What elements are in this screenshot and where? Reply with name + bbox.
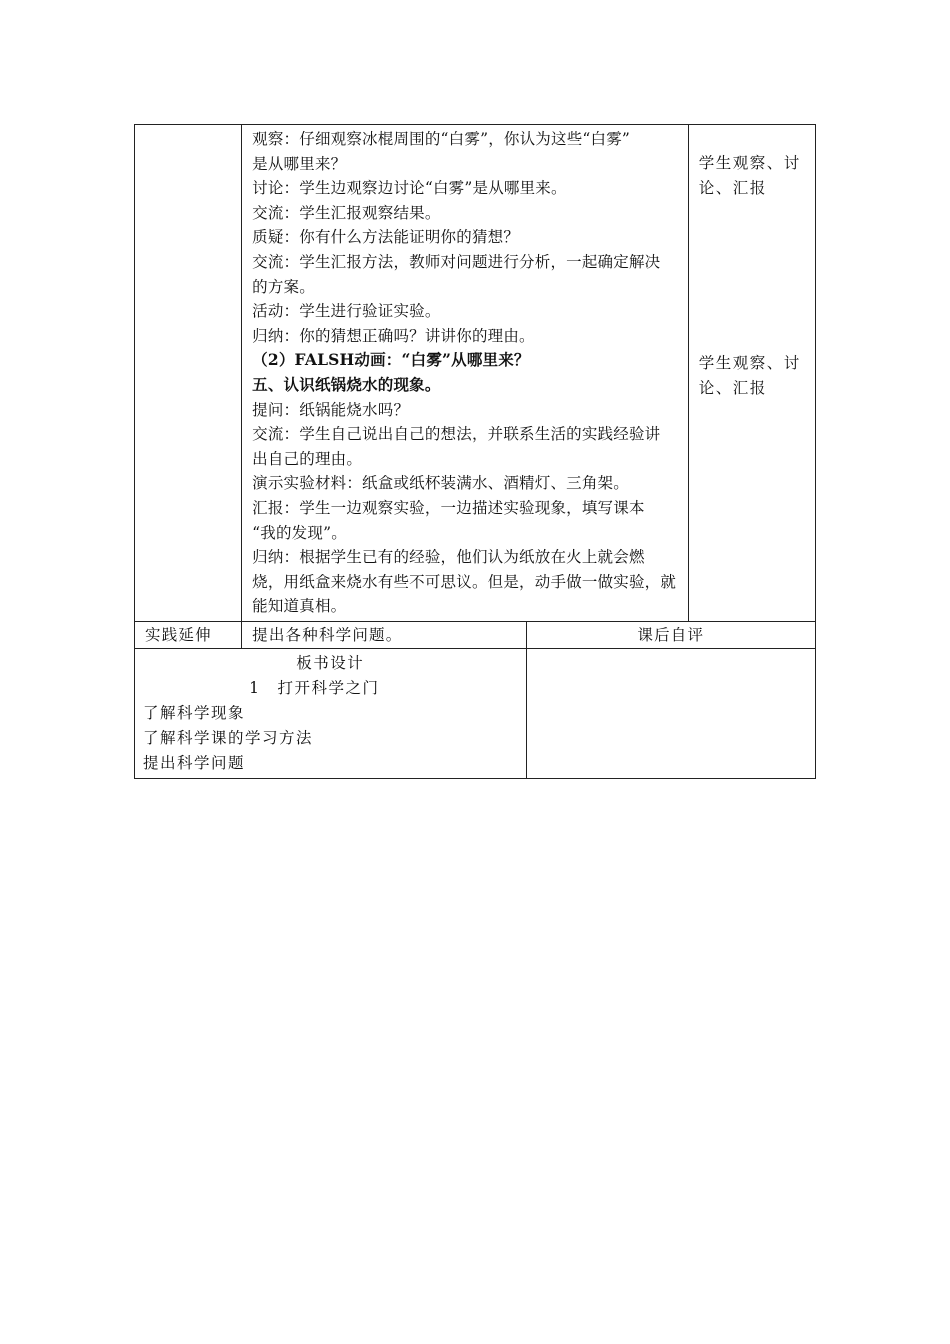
text-line: “我的发现”。 bbox=[252, 523, 347, 542]
review-label-cell bbox=[526, 622, 815, 649]
text-line: 烧，用纸盒来烧水有些不可思议。但是，动手做一做实验，就 bbox=[252, 572, 677, 591]
practice-content-cell bbox=[242, 622, 526, 649]
text-line: 能知道真相。 bbox=[252, 597, 347, 616]
text-line: 归纳：你的猜想正确吗？讲讲你的理由。 bbox=[252, 326, 535, 345]
student-activity-cell bbox=[688, 125, 815, 622]
board-item: 了解科学现象 bbox=[143, 704, 246, 722]
text-line: 交流：学生自己说出自己的想法，并联系生活的实践经验讲 bbox=[252, 425, 661, 444]
text-line: 交流：学生汇报观察结果。 bbox=[252, 203, 441, 222]
side-note-line: 学生观察、讨 bbox=[698, 154, 801, 172]
text-line: 的方案。 bbox=[252, 277, 315, 296]
text-line: 演示实验材料：纸盒或纸杯装满水、酒精灯、三角架。 bbox=[252, 474, 629, 493]
board-row bbox=[135, 649, 816, 779]
side-note bbox=[699, 151, 811, 200]
board-title: 板书设计 bbox=[296, 654, 365, 672]
review-label: 课后自评 bbox=[637, 626, 705, 644]
text-line: 观察：仔细观察冰棍周围的“白雾”，你认为这些“白雾” bbox=[252, 130, 631, 148]
board-item: 提出科学问题 bbox=[143, 754, 246, 772]
side-note-line: 论、汇报 bbox=[698, 378, 767, 397]
flash-heading: （2）FALSH动画：“白雾”从哪里来？ bbox=[252, 350, 530, 370]
activity-content-cell bbox=[242, 125, 689, 622]
board-subtitle: 1 打开科学之门 bbox=[249, 679, 380, 697]
text-line: 活动：学生进行验证实验。 bbox=[252, 302, 441, 321]
practice-content: 提出各种科学问题。 bbox=[252, 626, 403, 644]
text-line: 是从哪里来？ bbox=[252, 154, 347, 173]
activity-row bbox=[135, 125, 816, 622]
text-line: 提问：纸锅能烧水吗？ bbox=[252, 400, 410, 419]
practice-row bbox=[135, 622, 816, 649]
practice-label-cell bbox=[135, 622, 242, 649]
side-note-line: 论、汇报 bbox=[698, 178, 767, 197]
text-line: 交流：学生汇报方法，教师对问题进行分析，一起确定解决 bbox=[252, 252, 661, 271]
text-line: 汇报：学生一边观察实验，一边描述实验现象，填写课本 bbox=[252, 498, 645, 517]
board-design-cell bbox=[135, 649, 527, 779]
section-heading: 五、认识纸锅烧水的现象。 bbox=[252, 374, 441, 394]
side-note-line: 学生观察、讨 bbox=[698, 354, 801, 373]
self-review-cell bbox=[526, 649, 815, 779]
text-line: 讨论：学生边观察边讨论“白雾”是从哪里来。 bbox=[252, 179, 567, 198]
practice-label: 实践延伸 bbox=[145, 626, 212, 644]
side-note bbox=[699, 351, 811, 400]
empty-label-cell bbox=[135, 125, 242, 622]
lesson-plan-table bbox=[134, 124, 816, 779]
text-line: 归纳：根据学生已有的经验，他们认为纸放在火上就会燃 bbox=[252, 548, 645, 567]
text-line: 质疑：你有什么方法能证明你的猜想？ bbox=[252, 228, 520, 247]
board-item: 了解科学课的学习方法 bbox=[143, 729, 314, 747]
text-line: 出自己的理由。 bbox=[252, 449, 363, 468]
